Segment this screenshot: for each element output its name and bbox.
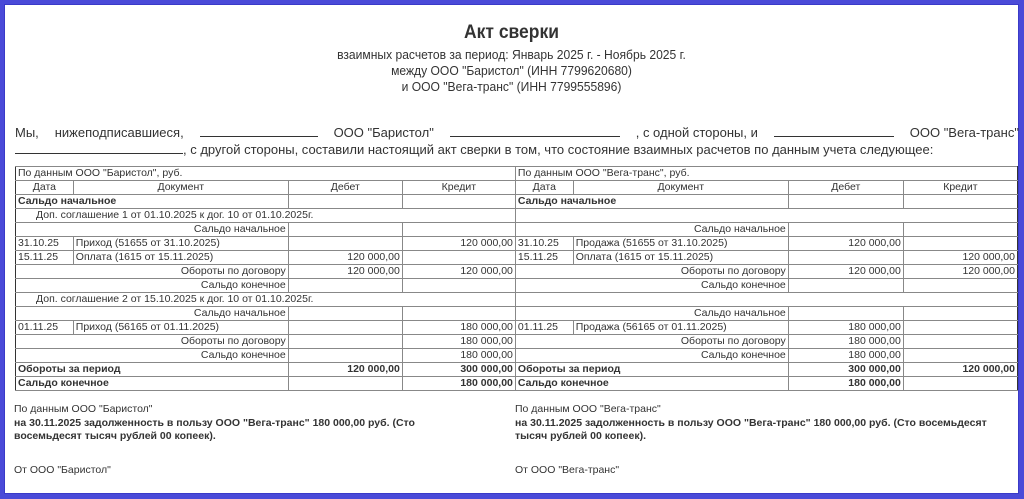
col-document: Документ [73, 181, 288, 195]
caption-row [16, 167, 1018, 181]
document: Оплата (1615 от 15.11.2025) [73, 251, 288, 265]
period-turnover-row [16, 363, 1018, 377]
contract-saldo-start-label: Сальдо начальное [16, 307, 289, 321]
col-credit: Кредит [903, 181, 1017, 195]
cell [788, 279, 903, 293]
credit: 180 000,00 [402, 335, 515, 349]
agreement-1-right [515, 209, 1017, 223]
signature-blank-2 [450, 125, 620, 137]
contract-saldo-end-row [16, 279, 1018, 293]
document: Приход (56165 от 01.11.2025) [73, 321, 288, 335]
credit [903, 377, 1017, 391]
cell [402, 279, 515, 293]
footer-left [14, 403, 494, 477]
saldo-start-row [16, 195, 1018, 209]
date: 01.11.25 [515, 321, 573, 335]
date: 01.11.25 [16, 321, 74, 335]
party1-line: между ООО "Баристол" (ИНН 7799620680) [391, 63, 632, 78]
footer-left-debt-line1: на 30.11.2025 задолженность в пользу ООО "Вега-транс" 180 000,00 руб. (Сто [14, 416, 415, 429]
document-page [4, 4, 1019, 494]
credit: 120 000,00 [903, 251, 1017, 265]
period-turnover-label: Обороты за период [515, 363, 788, 377]
intro-line-1 [15, 125, 1019, 140]
debit [288, 349, 402, 363]
credit: 180 000,00 [402, 349, 515, 363]
debit: 120 000,00 [788, 265, 903, 279]
document: Продажа (51655 от 31.10.2025) [573, 237, 788, 251]
footer-right-debt-line1: на 30.11.2025 задолженность в пользу ООО "Вега-транс" 180 000,00 руб. (Сто восемьдесят [515, 416, 987, 429]
credit: 120 000,00 [402, 265, 515, 279]
intro-one-side: , с одной стороны, и [635, 125, 758, 140]
col-document: Документ [573, 181, 788, 195]
debit: 180 000,00 [788, 377, 903, 391]
cell [903, 223, 1017, 237]
agreement-2-right [515, 293, 1017, 307]
reconciliation-table [15, 166, 1018, 391]
cell [288, 195, 402, 209]
contract-turnover-label: Обороты по договору [515, 265, 788, 279]
column-header-row [16, 181, 1018, 195]
footer-right-from: От ООО "Вега-транс" [515, 463, 620, 476]
contract-saldo-end-label: Сальдо конечное [515, 279, 788, 293]
footer-left-debt-line2: восемьдесят тысяч рублей 00 копеек). [14, 430, 216, 442]
col-debit: Дебет [288, 181, 402, 195]
signature-blank-3 [774, 125, 894, 137]
agreement-2: Доп. соглашение 2 от 15.10.2025 к дог. 10 от 01.10.2025г. [16, 293, 516, 307]
credit: 120 000,00 [903, 265, 1017, 279]
debit: 300 000,00 [788, 363, 903, 377]
contract-saldo-end-label: Сальдо конечное [16, 349, 289, 363]
signature-blank-4 [15, 142, 183, 154]
cell [903, 307, 1017, 321]
credit [402, 251, 515, 265]
contract-saldo-end-row [16, 349, 1018, 363]
final-saldo-row [16, 377, 1018, 391]
contract-turnover-label: Обороты по договору [515, 335, 788, 349]
intro-word-undersigned: нижеподписавшиеся, [54, 125, 184, 140]
col-debit: Дебет [788, 181, 903, 195]
final-saldo-label: Сальдо конечное [16, 377, 289, 391]
saldo-start-label: Сальдо начальное [515, 195, 788, 209]
right-caption: По данным ООО "Вега-транс", руб. [515, 167, 1017, 181]
debit: 180 000,00 [788, 321, 903, 335]
contract-saldo-start-row [16, 223, 1018, 237]
table-row [16, 321, 1018, 335]
debit [288, 377, 402, 391]
footer-right [515, 403, 1015, 477]
credit [903, 237, 1017, 251]
agreement-row [16, 293, 1018, 307]
table-row [16, 251, 1018, 265]
intro-other-side: , с другой стороны, составили настоящий акт сверки в том, что состояние взаимных расчетов по данным учета следующее: [183, 142, 934, 157]
credit: 180 000,00 [402, 377, 515, 391]
cell [288, 307, 402, 321]
saldo-start-label: Сальдо начальное [16, 195, 289, 209]
contract-saldo-start-label: Сальдо начальное [515, 307, 788, 321]
col-credit: Кредит [402, 181, 515, 195]
contract-saldo-end-label: Сальдо конечное [515, 349, 788, 363]
contract-turnover-label: Обороты по договору [16, 335, 289, 349]
credit [903, 349, 1017, 363]
period-turnover-label: Обороты за период [16, 363, 289, 377]
cell [788, 307, 903, 321]
cell [402, 223, 515, 237]
cell [903, 195, 1017, 209]
period-line: взаимных расчетов за период: Январь 2025 г. - Ноябрь 2025 г. [337, 47, 686, 62]
contract-turnover-label: Обороты по договору [16, 265, 289, 279]
contract-turnover-row [16, 265, 1018, 279]
credit: 300 000,00 [402, 363, 515, 377]
intro-word-we: Мы, [15, 125, 39, 140]
intro-party2: ООО "Вега-транс" [909, 125, 1019, 140]
date: 15.11.25 [16, 251, 74, 265]
cell [402, 195, 515, 209]
cell [288, 279, 402, 293]
debit: 180 000,00 [788, 335, 903, 349]
credit [903, 335, 1017, 349]
cell [288, 223, 402, 237]
debit [288, 321, 402, 335]
col-date: Дата [16, 181, 74, 195]
debit: 120 000,00 [788, 237, 903, 251]
date: 15.11.25 [515, 251, 573, 265]
credit: 180 000,00 [402, 321, 515, 335]
contract-turnover-row [16, 335, 1018, 349]
debit: 180 000,00 [788, 349, 903, 363]
debit: 120 000,00 [288, 265, 402, 279]
document: Продажа (56165 от 01.11.2025) [573, 321, 788, 335]
cell [903, 279, 1017, 293]
debit [788, 251, 903, 265]
agreement-row [16, 209, 1018, 223]
date: 31.10.25 [16, 237, 74, 251]
footer-left-from: От ООО "Баристол" [14, 463, 111, 476]
debit: 120 000,00 [288, 363, 402, 377]
document-title: Акт сверки [464, 22, 559, 43]
left-caption: По данным ООО "Баристол", руб. [16, 167, 516, 181]
debit: 120 000,00 [288, 251, 402, 265]
document: Приход (51655 от 31.10.2025) [73, 237, 288, 251]
cell [788, 195, 903, 209]
intro-party1: ООО "Баристол" [333, 125, 434, 140]
debit [288, 335, 402, 349]
footer-left-caption: По данным ООО "Баристол" [14, 403, 153, 415]
credit: 120 000,00 [402, 237, 515, 251]
contract-saldo-end-label: Сальдо конечное [16, 279, 289, 293]
credit [903, 321, 1017, 335]
cell [788, 223, 903, 237]
footer-right-caption: По данным ООО "Вега-транс" [515, 403, 661, 415]
col-date: Дата [515, 181, 573, 195]
signature-blank-1 [200, 125, 318, 137]
contract-saldo-start-label: Сальдо начальное [16, 223, 289, 237]
credit: 120 000,00 [903, 363, 1017, 377]
agreement-1: Доп. соглашение 1 от 01.10.2025 к дог. 10 от 01.10.2025г. [16, 209, 516, 223]
final-saldo-label: Сальдо конечное [515, 377, 788, 391]
cell [402, 307, 515, 321]
document: Оплата (1615 от 15.11.2025) [573, 251, 788, 265]
footer-right-debt-line2: тысяч рублей 00 копеек). [515, 430, 646, 442]
contract-saldo-start-label: Сальдо начальное [515, 223, 788, 237]
party2-line: и ООО "Вега-транс" (ИНН 7799555896) [401, 79, 622, 94]
intro-line-2 [15, 142, 1019, 157]
table-row [16, 237, 1018, 251]
date: 31.10.25 [515, 237, 573, 251]
contract-saldo-start-row [16, 307, 1018, 321]
debit [288, 237, 402, 251]
